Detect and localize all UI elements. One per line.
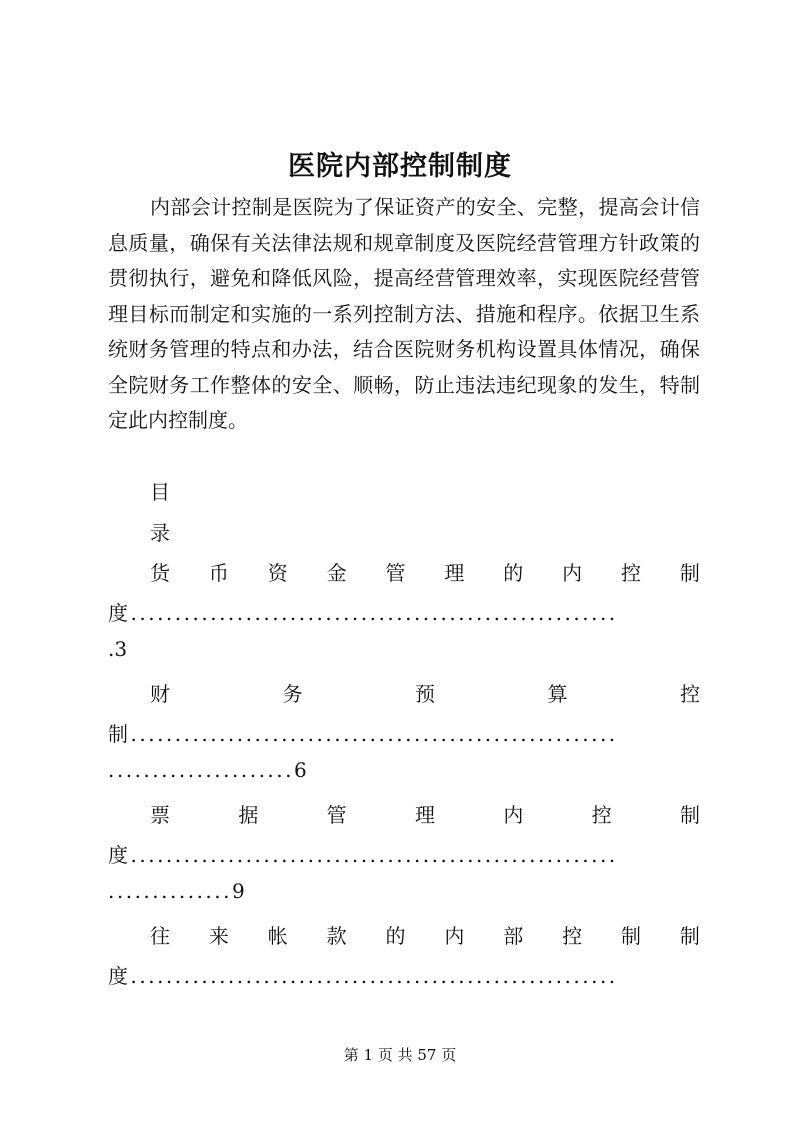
toc-char: 制 xyxy=(679,561,700,585)
toc-entry-3-title xyxy=(150,799,700,828)
toc-char: 内 xyxy=(503,803,524,827)
toc-heading-1: 目 xyxy=(150,480,170,504)
toc-entry-4-title xyxy=(150,920,700,949)
toc-entry-4-leader: 度....................................................... xyxy=(108,964,618,988)
toc-entry-1-page: .3 xyxy=(108,637,128,661)
toc-char: 控 xyxy=(591,803,612,827)
toc-char: 管 xyxy=(326,803,347,827)
toc-char: 务 xyxy=(282,682,303,706)
page-footer: 第 1 页 共 57 页 xyxy=(343,1046,457,1064)
toc-entry-1-leader: 度....................................................... xyxy=(108,601,618,625)
toc-entry-2-page: .....................6 xyxy=(108,758,310,782)
toc-entry-2-title xyxy=(150,678,700,707)
toc-heading-2: 录 xyxy=(150,521,170,545)
toc-char: 帐 xyxy=(267,924,288,948)
toc-char: 理 xyxy=(414,803,435,827)
toc-entry-3-leader: 度....................................................... xyxy=(108,843,618,867)
toc-char: 财 xyxy=(150,682,170,706)
toc-entry-2-leader: 制....................................................... xyxy=(108,722,618,746)
toc-char: 的 xyxy=(385,924,406,948)
toc-char: 预 xyxy=(415,682,435,706)
toc-char: 资 xyxy=(267,561,288,585)
toc-char: 来 xyxy=(208,924,229,948)
toc-char: 制 xyxy=(621,924,641,948)
toc-char: 理 xyxy=(444,561,465,585)
toc-char: 款 xyxy=(326,924,347,948)
toc-char: 票 xyxy=(150,803,170,827)
toc-entry-3-page: ..............9 xyxy=(108,879,248,903)
toc-char: 往 xyxy=(150,924,170,948)
toc-char: 制 xyxy=(679,924,700,948)
toc-char: 内 xyxy=(562,561,583,585)
toc-char: 部 xyxy=(503,924,524,948)
toc-char: 算 xyxy=(547,682,568,706)
toc-char: 金 xyxy=(326,561,347,585)
intro-paragraph: 内部会计控制是医院为了保证资产的安全、完整，提高会计信息质量，确保有关法律法规和规章制度及医院经营管理方针政策的贯彻执行，避免和降低风险，提高经营管理效率，实现医院经营管理目标而制定和实施的一系列控制方法、措施和程序。依据卫生系统财务管理的特点和办法，结合医院财务机构设置具体情况，确保全院财务工作整体的安全、顺畅，防止违法违纪现象的发生，特制定此内控制度。 xyxy=(108,195,700,432)
toc-char: 的 xyxy=(503,561,524,585)
toc-char: 控 xyxy=(621,561,641,585)
toc-char: 管 xyxy=(385,561,406,585)
toc-char: 内 xyxy=(444,924,465,948)
toc-char: 制 xyxy=(679,803,700,827)
document-title: 医院内部控制制度 xyxy=(288,151,512,182)
toc-char: 币 xyxy=(208,561,229,585)
toc-char: 控 xyxy=(562,924,583,948)
toc-char: 控 xyxy=(680,682,700,706)
toc-entry-1-title xyxy=(150,557,700,586)
toc-char: 货 xyxy=(150,561,170,585)
toc-char: 据 xyxy=(238,803,259,827)
